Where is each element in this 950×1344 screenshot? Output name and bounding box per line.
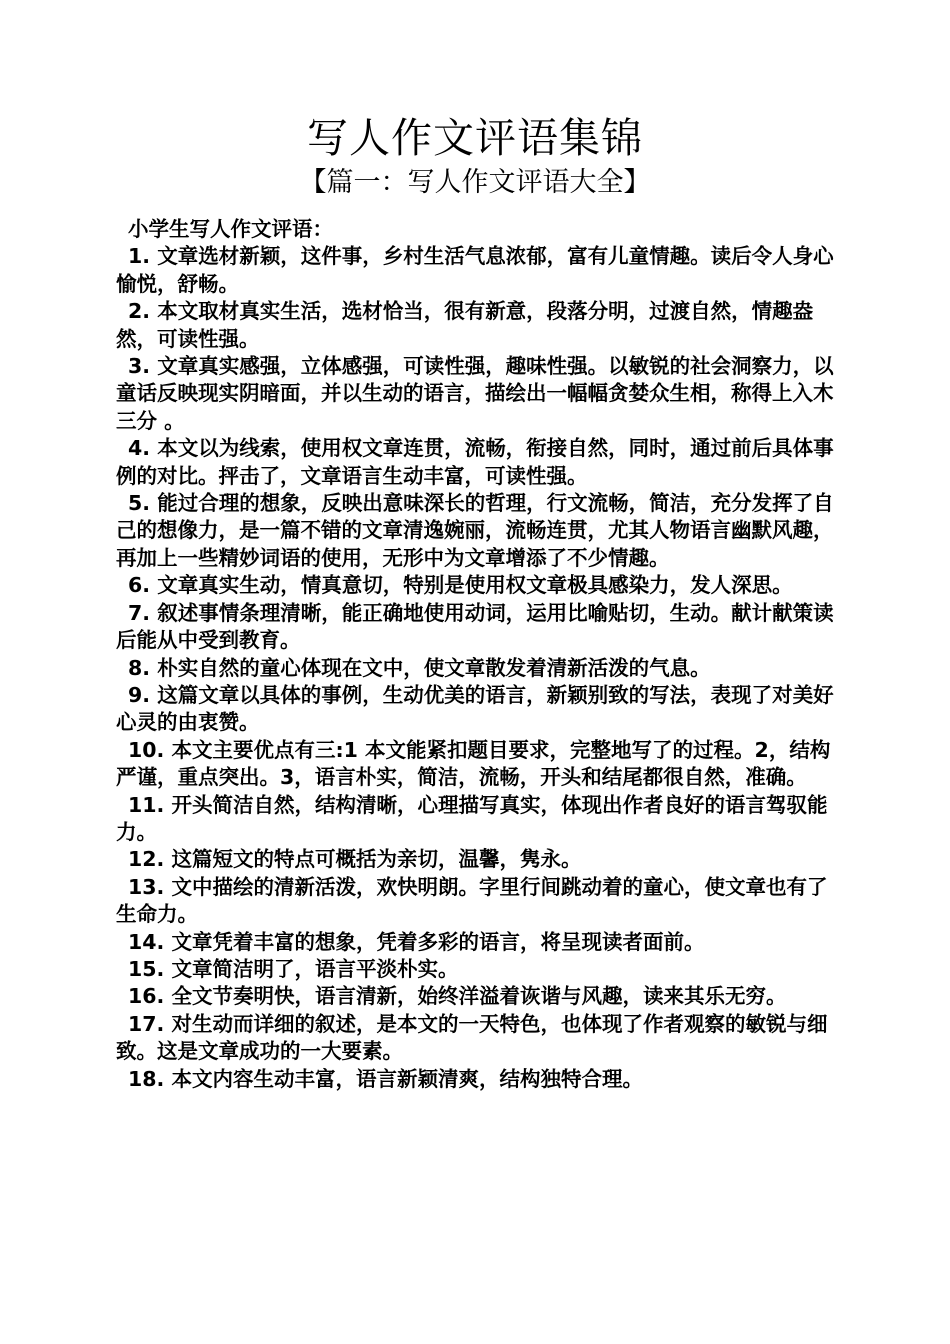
document-body	[116, 216, 836, 1093]
comment-item-13: 13. 文中描绘的清新活泼，欢快明朗。字里行间跳动着的童心，使文章也有了生命力。	[116, 874, 828, 927]
comment-item-5: 5. 能过合理的想象，反映出意味深长的哲理，行文流畅，简洁，充分发挥了自己的想像力，是一篇不错的文章清逸婉丽，流畅连贯，尤其人物语言幽默风趣，再加上一些精妙词语的使用，无形中为文章增添了不少情趣。	[116, 491, 834, 570]
comment-item-17: 17. 对生动而详细的叙述，是本文的一天特色，也体现了作者观察的敏锐与细致。这是文章成功的一大要素。	[116, 1011, 828, 1064]
comment-item-2: 2. 本文取材真实生活，选材恰当，很有新意，段落分明，过渡自然，情趣盎然，可读性强。	[116, 299, 814, 351]
document-title: 写人作文评语集锦	[307, 114, 643, 162]
comment-item-8: 8. 朴实自然的童心体现在文中，使文章散发着清新活泼的气息。	[128, 655, 711, 680]
section-heading: 小学生写人作文评语：	[128, 217, 333, 241]
comment-item-18: 18. 本文内容生动丰富，语言新颖清爽，结构独特合理。	[128, 1066, 643, 1091]
comment-item-7: 7. 叙述事情条理清晰，能正确地使用动词，运用比喻贴切，生动。献计献策读后能从中受到教育。	[116, 600, 834, 653]
comment-item-3: 3. 文章真实感强，立体感强，可读性强，趣味性强。以敏锐的社会洞察力，以童话反映现实阴暗面，并以生动的语言，描绘出一幅幅贪婪众生相，称得上入木三分 。	[116, 354, 834, 433]
comment-item-15: 15. 文章简洁明了，语言平淡朴实。	[128, 956, 459, 981]
comment-item-1: 1. 文章选材新颖，这件事，乡村生活气息浓郁，富有儿童情趣。读后令人身心愉悦，舒畅。	[116, 244, 834, 296]
comment-item-12: 12. 这篇短文的特点可概括为亲切，温馨，隽永。	[128, 847, 582, 872]
comment-item-14: 14. 文章凭着丰富的想象，凭着多彩的语言，将呈现读者面前。	[128, 929, 705, 954]
comment-item-11: 11. 开头简洁自然，结构清晰，心理描写真实，体现出作者良好的语言驾驭能力。	[116, 792, 828, 844]
comment-item-6: 6. 文章真实生动，情真意切，特别是使用权文章极具感染力，发人深思。	[128, 573, 793, 598]
comment-item-10: 10. 本文主要优点有三:1 本文能紧扣题目要求，完整地写了的过程。2，结构严谨，重点突出。3，语言朴实，简洁，流畅，开头和结尾都很自然，准确。	[116, 737, 831, 790]
document-subtitle: 【篇一：写人作文评语大全】	[299, 167, 651, 198]
comment-item-16: 16. 全文节奏明快，语言清新，始终洋溢着诙谐与风趣，读来其乐无穷。	[128, 984, 787, 1009]
comment-item-9: 9. 这篇文章以具体的事例，生动优美的语言，新颖别致的写法，表现了对美好心灵的由衷赞。	[116, 682, 834, 735]
comment-item-4: 4. 本文以为线索，使用权文章连贯，流畅，衔接自然，同时，通过前后具体事例的对比。抨击了，文章语言生动丰富，可读性强。	[116, 436, 834, 488]
